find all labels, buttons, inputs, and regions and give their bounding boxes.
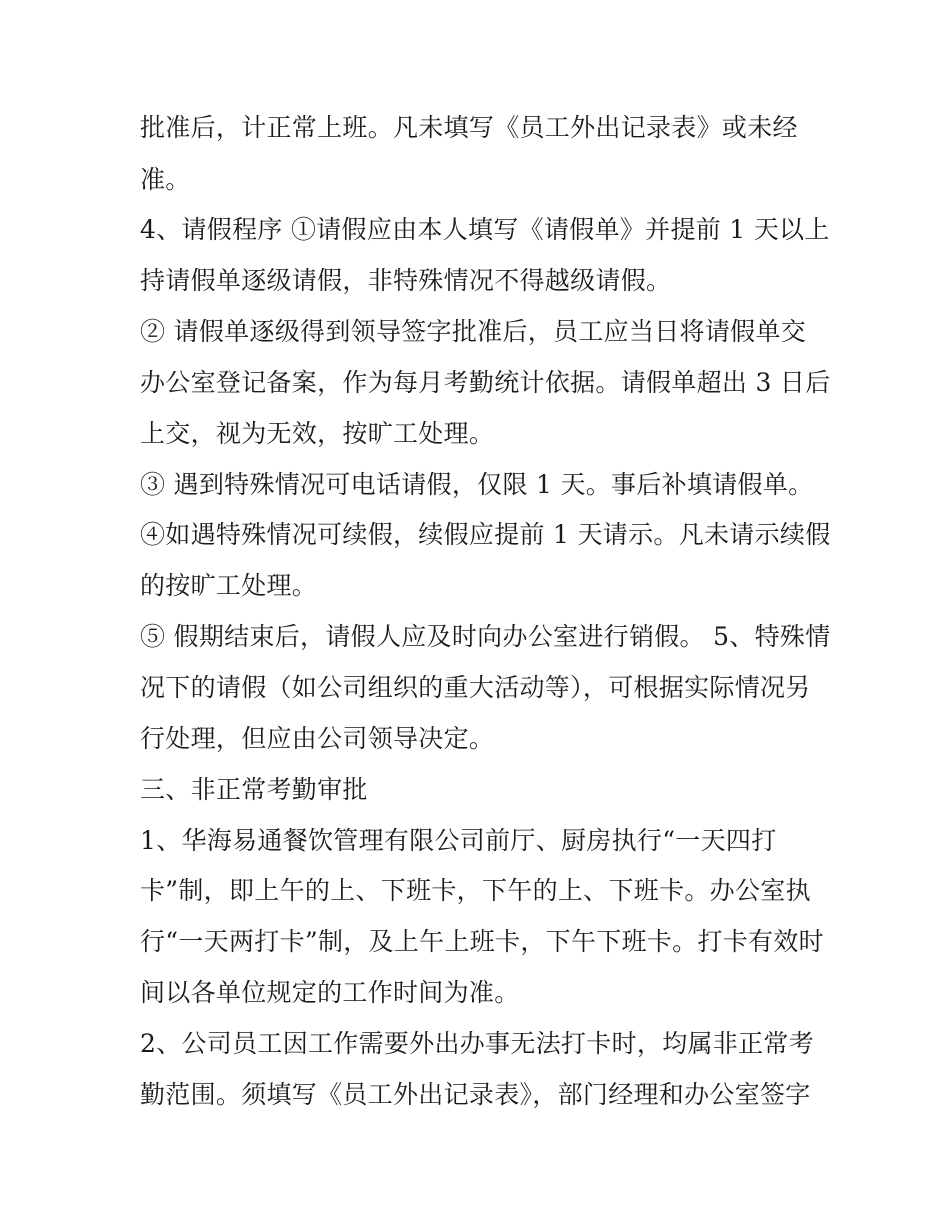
paragraph-line: 办公室登记备案，作为每月考勤统计依据。请假单超出 3 日后	[140, 368, 831, 397]
paragraph-line: 4、请假程序 ①请假应由本人填写《请假单》并提前 1 天以上	[140, 215, 830, 244]
paragraph-line: 况下的请假（如公司组织的重大活动等），可根据实际情况另	[140, 673, 811, 702]
paragraph-line: 行“一天两打卡”制，及上午上班卡，下午下班卡。打卡有效时	[140, 927, 824, 956]
paragraph-line: 卡”制，即上午的上、下班卡，下午的上、下班卡。办公室执	[140, 876, 811, 905]
paragraph-line: 勤范围。须填写《员工外出记录表》，部门经理和办公室签字	[140, 1080, 811, 1109]
paragraph-line: 1、华海易通餐饮管理有限公司前厅、厨房执行“一天四打	[140, 826, 777, 855]
paragraph-line: 持请假单逐级请假，非特殊情况不得越级请假。	[140, 266, 672, 295]
paragraph-line: 行处理，但应由公司领导决定。	[140, 724, 495, 753]
paragraph-line: 2、公司员工因工作需要外出办事无法打卡时，均属非正常考	[140, 1029, 815, 1058]
paragraph-line: ③ 遇到特殊情况可电话请假，仅限 1 天。事后补填请假单。	[140, 470, 814, 499]
paragraph-line: ⑤ 假期结束后，请假人应及时向办公室进行销假。 5、特殊情	[140, 622, 831, 651]
paragraph-line: 间以各单位规定的工作时间为准。	[140, 978, 520, 1007]
paragraph-line: 的按旷工处理。	[140, 571, 318, 600]
paragraph-line: ④如遇特殊情况可续假，续假应提前 1 天请示。凡未请示续假	[140, 520, 831, 549]
paragraph-line: ② 请假单逐级得到领导签字批准后，员工应当日将请假单交	[140, 317, 807, 346]
paragraph-line: 准。	[140, 165, 191, 194]
paragraph-line: 批准后，计正常上班。凡未填写《员工外出记录表》或未经	[140, 113, 798, 142]
section-heading: 三、非正常考勤审批	[140, 775, 368, 804]
paragraph-line: 上交，视为无效，按旷工处理。	[140, 419, 495, 448]
